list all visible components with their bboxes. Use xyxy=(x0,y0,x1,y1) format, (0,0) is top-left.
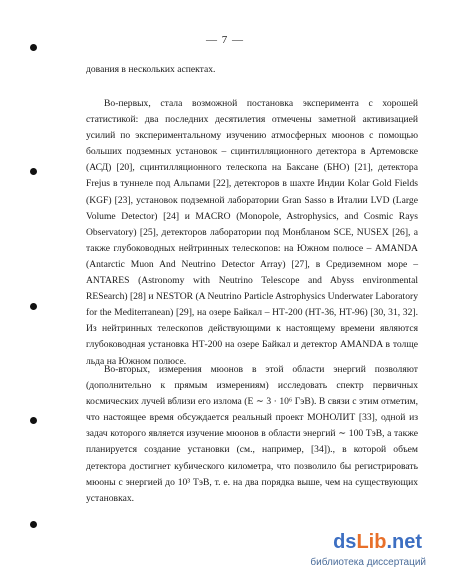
watermark-logo xyxy=(333,531,422,554)
page-number: — 7 — xyxy=(206,34,244,46)
binder-hole-mark xyxy=(30,417,37,424)
watermark-tagline: библиотека диссертаций xyxy=(310,557,426,568)
paragraph: дования в нескольких аспектах. xyxy=(86,64,216,75)
binder-hole-mark xyxy=(30,303,37,310)
logo-part: ds xyxy=(333,531,357,553)
paragraph: Во-первых, стала возможной постановка эксперимента с хорошей статистикой: два последних десятилетия отмечены заметной активизацией усилий по экспериментальному изучению атмосферных мюонов с помощью больших подземных установок – сцинтилляционного детектора в Артемовске (АСД) [20], сцинтилляционного телескопа на Баксане (БНО) [21], детектора Frejus в туннеле под Альпами [22], детекторов в шахте Индии Kolar Gold Fields (KGF) [23], установок подземной лаборатории Gran Sasso в Италии LVD (Large Volume Detector) [24] и MACRO (Monopole, Astrophysics, and Cosmic Rays Observatory) [25], детекторов лаборатории под Монбланом SCE, NUSEX [26], а также глубоководных нейтринных телескопов: на Южном полюсе – AMANDA (Antarctic Muon And Neutrino Detector Array) [27], в Средиземном море – ANTARES (Astronomy with Neutrino Telescope and Abyss environmental RESearch) [28] и NESTOR (A Neutrino Particle Astrophysics Underwater Laboratory for the Mediterranean) [29], на озере Байкал – НТ-200 (НТ-36, НТ-96) [30, 31, 32]. Из нейтринных телескопов действующими к настоящему времени являются глубоководная установка НТ-200 на озере Байкал и детектор AMANDA в толще льда на Южном полюсе. xyxy=(86,98,418,367)
paragraph-continuation xyxy=(86,62,418,78)
logo-part: .net xyxy=(386,531,422,553)
watermark xyxy=(252,531,442,575)
paragraph: Во-вторых, измерения мюонов в этой области энергий позволяют (дополнительно к прямым измерениям) исследовать спектр первичных космических лучей вблизи его излома (E ∼ 3 · 10⁶ ГэВ). В связи с этим отметим, что настоящее время обсуждается реальный проект МОНОЛИТ [33], одной из задач которого является изучение мюонов в области энергий ∼ 100 ТэВ, а также планируется создание установки (см., например, [34])., в которой объем детектора достигнет кубического километра, что позволило бы регистрировать мюоны с энергией до 10³ ТэВ, т. е. на два порядка выше, чем на существующих установках. xyxy=(86,364,418,504)
paragraph-second-point xyxy=(86,362,418,507)
paragraph-first-point xyxy=(86,96,418,370)
binder-hole-mark xyxy=(30,521,37,528)
logo-part: Lib xyxy=(356,531,387,553)
binder-hole-mark xyxy=(30,168,37,175)
